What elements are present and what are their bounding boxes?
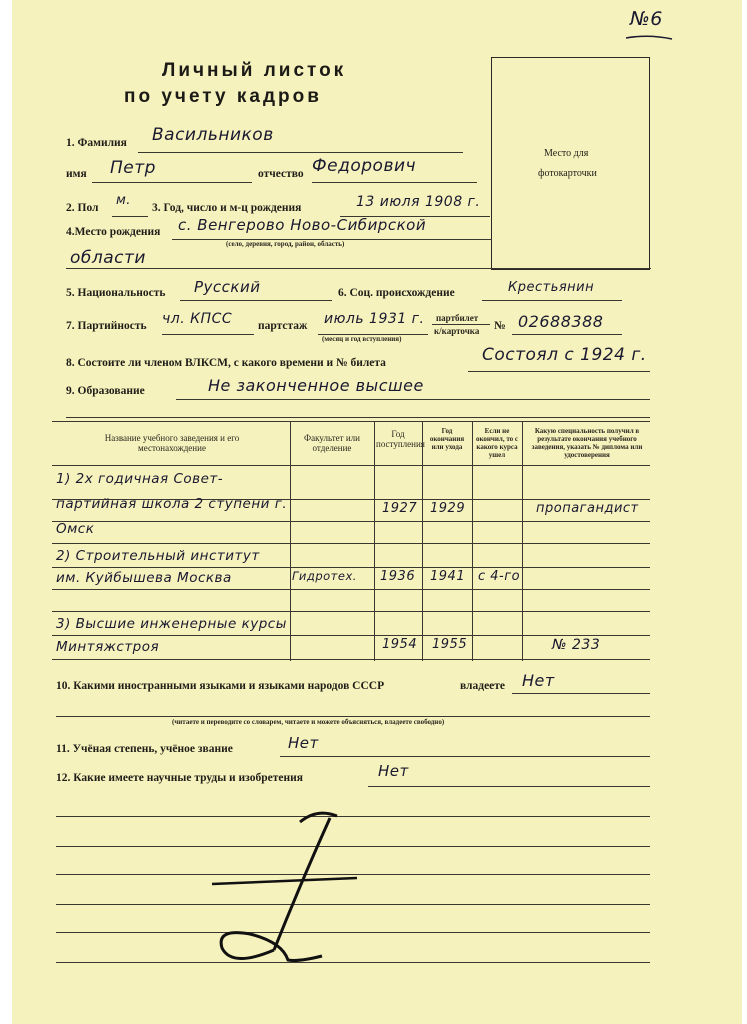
table-col-divider bbox=[374, 421, 375, 661]
first-name-label: имя bbox=[66, 168, 87, 180]
header-year-in: Год поступления bbox=[376, 429, 425, 449]
party-card-label-top: партбилет bbox=[436, 313, 479, 323]
table-col-divider bbox=[472, 421, 473, 661]
table-col-divider bbox=[522, 421, 523, 661]
works-label: 12. Какие имеете научные труды и изобретения bbox=[56, 772, 303, 784]
social-origin-line bbox=[482, 300, 622, 301]
party-card-prefix: № bbox=[494, 320, 506, 332]
party-card-label-bottom: к/карточка bbox=[434, 326, 480, 336]
patronymic-value: Федорович bbox=[312, 156, 417, 176]
first-name-value: Петр bbox=[110, 158, 156, 178]
header-institution: Название учебного заведения и его местонахождение bbox=[104, 433, 240, 453]
header-faculty: Факультет или отделение bbox=[304, 433, 360, 453]
education-label: 9. Образование bbox=[66, 385, 145, 397]
works-line bbox=[368, 786, 650, 787]
mark-underline bbox=[624, 32, 674, 42]
table-col-divider bbox=[290, 421, 291, 661]
surname-label: 1. Фамилия bbox=[66, 137, 127, 149]
form-title-line2: по учету кадров bbox=[124, 86, 322, 107]
komsomol-label: 8. Состоите ли членом ВЛКСМ, с какого времени и № билета bbox=[66, 357, 386, 369]
table-row-1-institution: 1) 2х годичная Совет-партийная школа 2 ступени г. Омск bbox=[56, 471, 288, 537]
sex-label: 2. Пол bbox=[66, 202, 99, 214]
header-year-out: Год окончания или ухода bbox=[429, 427, 465, 451]
works-value: Нет bbox=[378, 762, 409, 780]
table-row-3-year-out: 1955 bbox=[432, 637, 468, 652]
table-row-3-institution: 3) Высшие инженерные курсы Минтяжстроя bbox=[56, 616, 287, 655]
photo-placeholder bbox=[491, 57, 650, 270]
birth-date-value: 13 июля 1908 г. bbox=[356, 194, 481, 210]
table-rule bbox=[52, 543, 650, 544]
table-row-1-year-out: 1929 bbox=[430, 501, 466, 516]
strikethrough-z-mark bbox=[202, 800, 362, 970]
party-stazh-value: июль 1931 г. bbox=[324, 311, 425, 327]
table-row-2-year-in: 1936 bbox=[380, 569, 416, 584]
komsomol-line bbox=[468, 371, 650, 372]
languages-value: Нет bbox=[522, 671, 555, 690]
degree-label: 11. Учёная степень, учёное звание bbox=[56, 743, 233, 755]
party-card-line bbox=[512, 334, 622, 335]
degree-line bbox=[280, 756, 650, 757]
birth-place-value-line2: области bbox=[70, 248, 146, 268]
social-origin-label: 6. Соц. происхождение bbox=[338, 287, 455, 299]
education-value: Не законченное высшее bbox=[208, 376, 424, 395]
first-name-line bbox=[92, 182, 252, 183]
table-row-3-specialty: № 233 bbox=[552, 637, 601, 653]
party-stazh-hint: (месяц и год вступления) bbox=[322, 335, 402, 343]
table-row-2-course: с 4-го bbox=[478, 569, 521, 584]
table-col-divider bbox=[422, 421, 423, 661]
komsomol-value: Состоял с 1924 г. bbox=[482, 345, 647, 365]
degree-value: Нет bbox=[288, 734, 319, 752]
table-row-2-institution: 2) Строительный институт им. Куйбышева Москва bbox=[56, 548, 260, 586]
table-row-1-specialty: пропагандист bbox=[536, 501, 639, 516]
table-row-3-year-in: 1954 bbox=[382, 637, 418, 652]
form-title-line1: Личный листок bbox=[162, 60, 347, 81]
table-header-bottom bbox=[52, 465, 650, 466]
party-line bbox=[162, 334, 254, 335]
personnel-record-sheet bbox=[12, 0, 742, 1024]
birth-place-line2 bbox=[66, 268, 651, 269]
photo-label-line1: Место для bbox=[544, 148, 589, 159]
nationality-value: Русский bbox=[194, 278, 261, 296]
nationality-label: 5. Национальность bbox=[66, 287, 166, 299]
photo-label-line2: фотокарточки bbox=[538, 168, 597, 179]
party-stazh-label: партстаж bbox=[258, 320, 308, 332]
languages-line bbox=[512, 693, 650, 694]
party-label: 7. Партийность bbox=[66, 320, 147, 332]
education-line2 bbox=[66, 417, 650, 418]
birth-place-hint: (село, деревня, город, район, область) bbox=[226, 240, 345, 248]
table-row-2-faculty: Гидротех. bbox=[292, 569, 357, 583]
languages-hint: (читаете и переводите со словарем, читаете и можете объясняться, владеете свободно) bbox=[172, 718, 445, 726]
surname-line bbox=[138, 152, 463, 153]
surname-value: Васильников bbox=[152, 125, 274, 145]
table-rule bbox=[52, 589, 650, 590]
education-table bbox=[52, 421, 650, 661]
sex-line bbox=[112, 216, 148, 217]
patronymic-label: отчество bbox=[258, 168, 304, 180]
education-line bbox=[176, 399, 650, 400]
table-row-2-year-out: 1941 bbox=[430, 569, 466, 584]
birth-place-label: 4.Место рождения bbox=[66, 226, 161, 238]
party-card-value: 02688388 bbox=[518, 312, 604, 331]
birth-date-label: 3. Год, число и м-ц рождения bbox=[152, 202, 302, 214]
party-value: чл. КПСС bbox=[162, 311, 233, 327]
table-top-line bbox=[52, 421, 650, 422]
header-specialty: Какую специальность получил в результате окончания учебного заведения, указать № диплома или удостоверения bbox=[531, 427, 643, 459]
table-rule bbox=[52, 659, 650, 660]
patronymic-line bbox=[312, 182, 477, 183]
languages-line2 bbox=[56, 716, 650, 717]
nationality-line bbox=[180, 300, 332, 301]
birth-place-value: с. Венгерово Ново-Сибирской bbox=[178, 216, 427, 234]
party-card-divider bbox=[432, 324, 490, 325]
table-row-1-year-in: 1927 bbox=[382, 501, 418, 516]
languages-label: 10. Какими иностранными языками и языками народов СССР bbox=[56, 680, 385, 692]
sex-value: м. bbox=[116, 193, 131, 208]
social-origin-value: Крестьянин bbox=[508, 280, 595, 295]
document-number-mark: №6 bbox=[630, 8, 663, 30]
header-course: Если не окончил, то с какого курса ушел bbox=[475, 427, 519, 459]
table-rule bbox=[52, 611, 650, 612]
languages-label-2: владеете bbox=[460, 680, 506, 692]
